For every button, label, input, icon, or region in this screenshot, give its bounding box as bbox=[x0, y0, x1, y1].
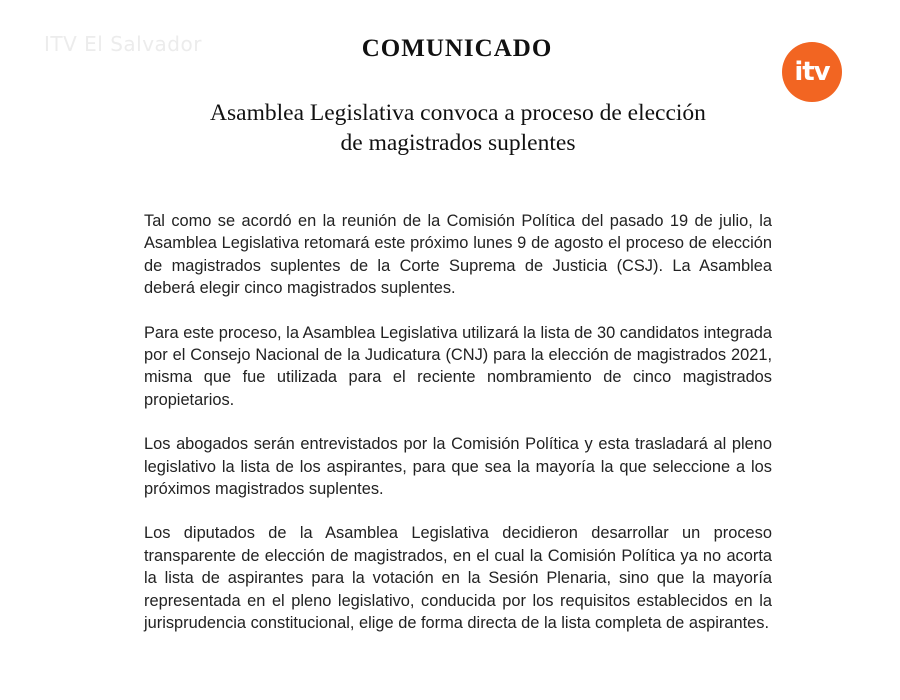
paragraph: Para este proceso, la Asamblea Legislativa utilizará la lista de 30 candidatos integrada por el Consejo Nacional de la Judicatura (CNJ) para la elección de magistrados 2021, misma que fue utilizada para el reciente nombramiento de cinco magistrados propietarios. bbox=[144, 323, 772, 409]
paragraph: Los abogados serán entrevistados por la Comisión Política y esta trasladará al pleno legislativo la lista de los aspirantes, para que sea la mayoría la que seleccione a los próximos magistrados suplentes. bbox=[144, 435, 772, 499]
subtitle-line-2: de magistrados suplentes bbox=[340, 130, 576, 156]
document-subtitle bbox=[140, 98, 776, 158]
subtitle-line-1: Asamblea Legislativa convoca a proceso de elección bbox=[210, 100, 706, 126]
document-body bbox=[144, 210, 772, 657]
document-title: COMUNICADO bbox=[361, 35, 553, 62]
watermark: ITV El Salvador bbox=[44, 32, 202, 56]
paragraph: Los diputados de la Asamblea Legislativa decidieron desarrollar un proceso transparente de elección de magistrados, en el cual la Comisión Política ya no acorta la lista de aspirantes para la votación en la Sesión Plenaria, sino que la mayoría representada en el pleno legislativo, conducida por los requisitos establecidos en la jurisprudencia constitucional, elige de forma directa de la lista completa de aspirantes. bbox=[144, 524, 772, 633]
paragraph: Tal como se acordó en la reunión de la Comisión Política del pasado 19 de julio, la Asamblea Legislativa retomará este próximo lunes 9 de agosto el proceso de elección de magistrados suplentes de la Corte Suprema de Justicia (CSJ). La Asamblea deberá elegir cinco magistrados suplentes. bbox=[144, 212, 772, 298]
logo-text: itv bbox=[794, 57, 830, 87]
